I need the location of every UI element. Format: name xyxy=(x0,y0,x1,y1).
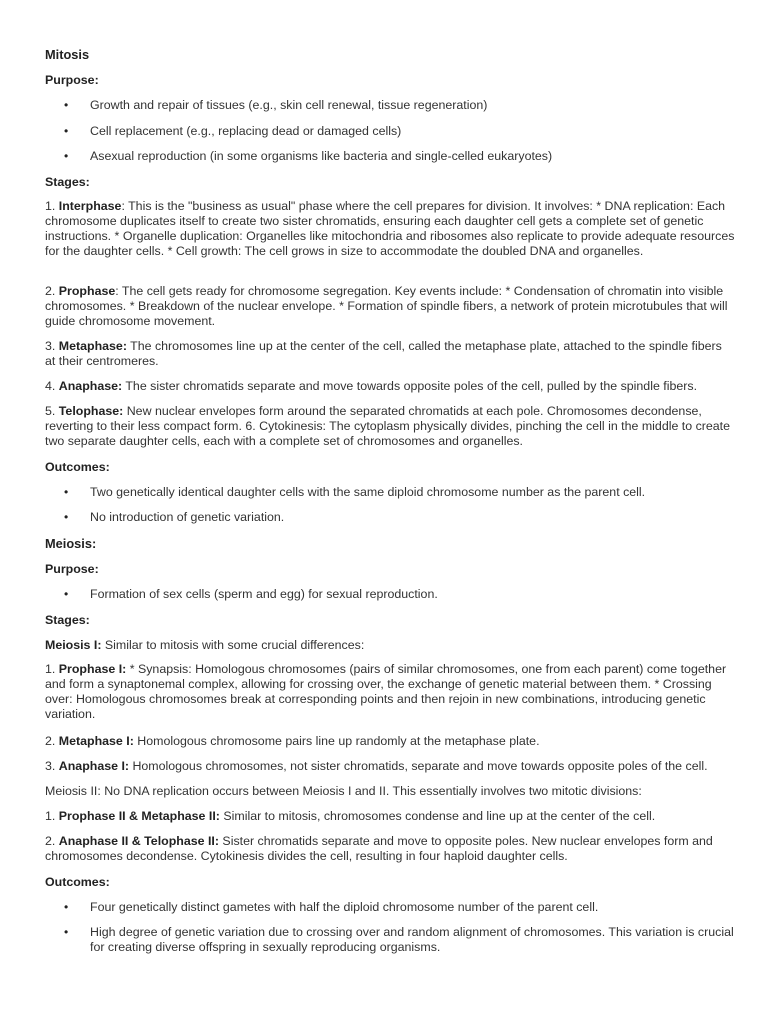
bullet-icon: • xyxy=(64,510,69,524)
stage-name: Anaphase I: xyxy=(58,759,130,773)
meiosis2-intro: Meiosis II: No DNA replication occurs between Meiosis I and II. This essentially involves two mitotic divisions: xyxy=(45,784,642,798)
stage-name: Prophase I: xyxy=(58,662,127,676)
mitosis-title: Mitosis xyxy=(45,47,90,62)
bullet-icon: • xyxy=(64,925,69,939)
meiosis-stages-label: Stages: xyxy=(45,613,90,627)
list-item: No introduction of genetic variation. xyxy=(90,510,285,524)
stage-name: Metaphase: xyxy=(58,339,127,353)
bullet-icon: • xyxy=(64,124,69,138)
stage-paragraph: 3. Metaphase: The chromosomes line up at the center of the cell, called the metaphase plate, attached to the spindle fibers at their centromeres. xyxy=(45,339,722,368)
stage-paragraph: 1. Prophase I: * Synapsis: Homologous chromosomes (pairs of similar chromosomes, one from each parent) come together and form a synaptonemal complex, allowing for crossing over, the exchange of genetic material between them. * Crossing over: Homologous chromosomes break at corresponding points and then rejoin in new combinations, introducing genetic variation. xyxy=(45,662,727,721)
meiosis1-intro: Meiosis I: Similar to mitosis with some crucial differences: xyxy=(45,638,365,652)
bullet-icon: • xyxy=(64,98,69,112)
stage-paragraph: 1. Prophase II & Metaphase II: Similar to mitosis, chromosomes condense and line up at the center of the cell. xyxy=(45,809,656,823)
mitosis-outcomes-label: Outcomes: xyxy=(45,460,110,474)
stage-paragraph: 2. Prophase: The cell gets ready for chromosome segregation. Key events include: * Condensation of chromatin into visible chromosomes. * Breakdown of the nuclear envelope. * Formation of spindle fibers, a network of protein microtubules that will guide chromosome movement. xyxy=(45,284,728,328)
stage-paragraph: 4. Anaphase: The sister chromatids separate and move towards opposite poles of the cell, pulled by the spindle fibers. xyxy=(45,379,698,393)
stage-name: Anaphase: xyxy=(58,379,123,393)
list-item: Two genetically identical daughter cells with the same diploid chromosome number as the parent cell. xyxy=(90,485,646,499)
bullet-icon: • xyxy=(64,900,69,914)
stage-paragraph: 2. Metaphase I: Homologous chromosome pairs line up randomly at the metaphase plate. xyxy=(45,734,540,748)
meiosis-title: Meiosis: xyxy=(45,536,97,551)
stage-name: Prophase xyxy=(58,284,116,298)
list-item: Formation of sex cells (sperm and egg) for sexual reproduction. xyxy=(90,587,438,601)
list-item: Four genetically distinct gametes with half the diploid chromosome number of the parent cell. xyxy=(90,900,599,914)
list-item: Cell replacement (e.g., replacing dead or damaged cells) xyxy=(90,124,402,138)
stage-paragraph: 2. Anaphase II & Telophase II: Sister chromatids separate and move to opposite poles. New nuclear envelopes form and chromosomes decondense. Cytokinesis divides the cell, resulting in four haploid daughter cells. xyxy=(45,834,713,863)
meiosis1-label: Meiosis I: xyxy=(45,638,102,652)
stage-name: Interphase xyxy=(58,199,122,213)
mitosis-stages-label: Stages: xyxy=(45,175,90,189)
stage-paragraph: 5. Telophase: New nuclear envelopes form around the separated chromatids at each pole. Chromosomes decondense, reverting to their less compact form. 6. Cytokinesis: The cytoplasm physically divides, pinching the cell in the middle to create two separate daughter cells, each with a complete set of chromosomes and organelles. xyxy=(45,404,731,448)
bullet-icon: • xyxy=(64,587,69,601)
bullet-icon: • xyxy=(64,149,69,163)
mitosis-purpose-label: Purpose: xyxy=(45,73,99,87)
meiosis-purpose-label: Purpose: xyxy=(45,562,99,576)
list-item: High degree of genetic variation due to crossing over and random alignment of chromosomes. This variation is crucial for creating diverse offspring in sexually reproducing organisms. xyxy=(90,925,734,954)
stage-name: Metaphase I: xyxy=(58,734,134,748)
meiosis-outcomes-label: Outcomes: xyxy=(45,875,110,889)
stage-name: Anaphase II & Telophase II: xyxy=(58,834,219,848)
list-item: Growth and repair of tissues (e.g., skin cell renewal, tissue regeneration) xyxy=(90,98,488,112)
stage-paragraph: 3. Anaphase I: Homologous chromosomes, not sister chromatids, separate and move towards opposite poles of the cell. xyxy=(45,759,708,773)
stage-name: Telophase: xyxy=(58,404,124,418)
stage-paragraph: 1. Interphase: This is the "business as usual" phase where the cell prepares for division. It involves: * DNA replication: Each chromosome duplicates itself to create two sister chromatids, ensuring each daughter cell gets a complete set of genetic instructions. * Organelle duplication: Organelles like mitochondria and ribosomes also replicate to provide adequate resources for the daughter cells. * Cell growth: The cell grows in size to accommodate the doubled DNA and organelles. xyxy=(45,199,735,258)
list-item: Asexual reproduction (in some organisms like bacteria and single-celled eukaryotes) xyxy=(90,149,553,163)
bullet-icon: • xyxy=(64,485,69,499)
stage-name: Prophase II & Metaphase II: xyxy=(58,809,220,823)
